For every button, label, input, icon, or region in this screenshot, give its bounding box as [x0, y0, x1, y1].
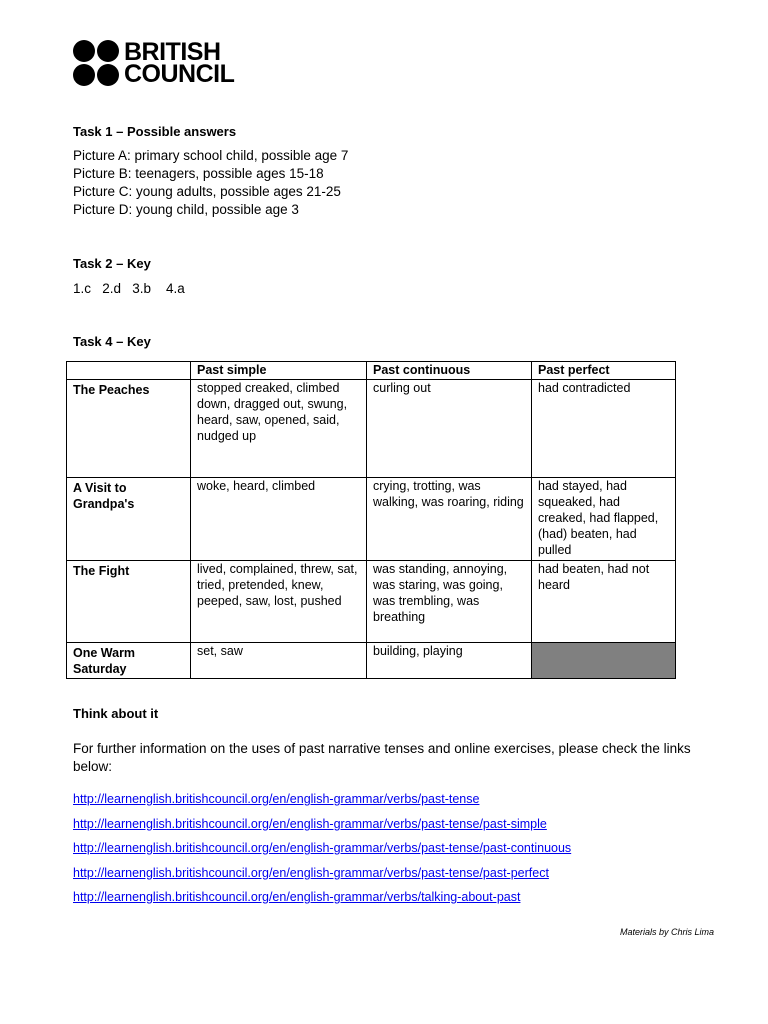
link-past-perfect[interactable]: http://learnenglish.britishcouncil.org/en/english-grammar/verbs/past-tense/past-perfect: [73, 866, 549, 880]
column-header: Past continuous: [367, 362, 532, 380]
link-past-continuous[interactable]: http://learnenglish.britishcouncil.org/en/english-grammar/verbs/past-tense/past-continuous: [73, 841, 572, 855]
think-heading: Think about it: [73, 706, 159, 721]
past-continuous-cell: building, playing: [367, 643, 532, 679]
think-paragraph: For further information on the uses of past narrative tenses and online exercises, please check the links below:: [73, 741, 691, 774]
column-header: Past simple: [191, 362, 367, 380]
task1-line: Picture D: young child, possible age 3: [73, 202, 299, 217]
table-row: [67, 478, 676, 561]
logo-wordmark: [124, 38, 235, 88]
logo-line-2: COUNCIL: [124, 60, 235, 88]
past-simple-cell: stopped creaked, climbed down, dragged out, swung, heard, saw, opened, said, nudged up: [191, 380, 367, 478]
materials-credit: Materials by Chris Lima: [619, 927, 714, 937]
past-continuous-cell: curling out: [367, 380, 532, 478]
task4-key-table: [66, 361, 676, 679]
past-simple-cell: set, saw: [191, 643, 367, 679]
row-title: A Visit to Grandpa's: [67, 478, 191, 561]
task1-line: Picture C: young adults, possible ages 21-25: [73, 184, 341, 199]
table-header-row: [67, 362, 676, 380]
column-header: [67, 362, 191, 380]
british-council-logo: [73, 40, 234, 86]
past-simple-cell: lived, complained, threw, sat, tried, pretended, knew, peeped, saw, lost, pushed: [191, 561, 367, 643]
logo-dots-icon: [73, 40, 119, 86]
past-perfect-cell: had beaten, had not heard: [532, 561, 676, 643]
table-row: [67, 643, 676, 679]
past-perfect-cell-shaded: [532, 643, 676, 679]
row-title: The Peaches: [67, 380, 191, 478]
task1-line: Picture A: primary school child, possible age 7: [73, 148, 349, 163]
link-past-simple[interactable]: http://learnenglish.britishcouncil.org/en/english-grammar/verbs/past-tense/past-simple: [73, 817, 547, 831]
past-simple-cell: woke, heard, climbed: [191, 478, 367, 561]
task2-heading: Task 2 – Key: [73, 256, 151, 271]
past-continuous-cell: was standing, annoying, was staring, was going, was trembling, was breathing: [367, 561, 532, 643]
task2-answers: 1.c 2.d 3.b 4.a: [73, 281, 185, 296]
link-talking-about-past[interactable]: http://learnenglish.britishcouncil.org/en/english-grammar/verbs/talking-about-past: [73, 890, 521, 904]
task1-line: Picture B: teenagers, possible ages 15-18: [73, 166, 324, 181]
past-perfect-cell: had contradicted: [532, 380, 676, 478]
table-row: [67, 561, 676, 643]
logo-line-1: BRITISH: [124, 38, 221, 66]
task4-heading: Task 4 – Key: [73, 334, 151, 349]
past-continuous-cell: crying, trotting, was walking, was roaring, riding: [367, 478, 532, 561]
column-header: Past perfect: [532, 362, 676, 380]
row-title: One Warm Saturday: [67, 643, 191, 679]
table-row: [67, 380, 676, 478]
row-title: The Fight: [67, 561, 191, 643]
task1-heading: Task 1 – Possible answers: [73, 124, 237, 139]
link-past-tense[interactable]: http://learnenglish.britishcouncil.org/en/english-grammar/verbs/past-tense: [73, 792, 480, 806]
past-perfect-cell: had stayed, had squeaked, had creaked, had flapped, (had) beaten, had pulled: [532, 478, 676, 561]
